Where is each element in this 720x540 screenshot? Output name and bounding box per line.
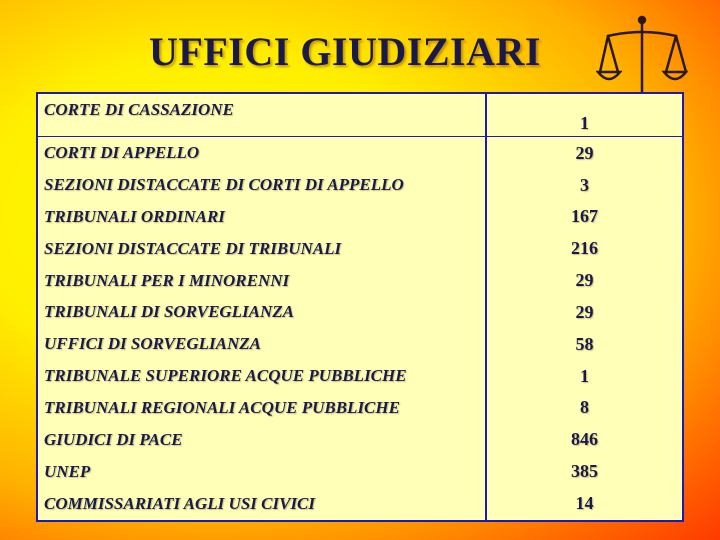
office-count-cell: 29 — [575, 270, 594, 291]
table-row — [37, 424, 683, 456]
office-name-cell: CORTI DI APPELLO — [37, 137, 486, 170]
office-count-cell: 14 — [575, 493, 594, 514]
office-name-cell: UFFICI DI SORVEGLIANZA — [37, 328, 486, 360]
offices-table — [36, 92, 684, 522]
office-name-cell: GIUDICI DI PACE — [37, 424, 486, 456]
office-name-cell: TRIBUNALI PER I MINORENNI — [37, 265, 486, 297]
table-row — [37, 137, 683, 170]
page-title: UFFICI GIUDIZIARI — [149, 29, 541, 74]
table-row — [37, 233, 683, 265]
office-count-cell: 1 — [486, 93, 683, 137]
office-name-cell: TRIBUNALE SUPERIORE ACQUE PUBBLICHE — [37, 360, 486, 392]
office-name-cell: TRIBUNALI REGIONALI ACQUE PUBBLICHE — [37, 392, 486, 424]
table-row — [37, 488, 683, 521]
table-row — [37, 360, 683, 392]
office-count-cell: 1 — [580, 365, 589, 386]
office-count-cell: 3 — [580, 174, 589, 195]
office-name-cell: SEZIONI DISTACCATE DI TRIBUNALI — [37, 233, 486, 265]
table-row — [37, 93, 683, 137]
table-row — [37, 456, 683, 488]
office-count-cell: 58 — [575, 333, 594, 354]
table-row — [37, 201, 683, 233]
table-row — [37, 392, 683, 424]
office-count-cell: 385 — [571, 461, 598, 482]
office-count-cell: 846 — [571, 429, 598, 450]
table-row — [37, 328, 683, 360]
office-name-cell: UNEP — [37, 456, 486, 488]
office-name-cell: TRIBUNALI ORDINARI — [37, 201, 486, 233]
office-name-cell: TRIBUNALI DI SORVEGLIANZA — [37, 296, 486, 328]
office-name-cell: CORTE DI CASSAZIONE — [37, 93, 486, 137]
office-count-cell: 167 — [571, 206, 598, 227]
office-count-cell: 29 — [575, 301, 594, 322]
office-count-cell: 216 — [571, 238, 598, 259]
office-name-cell: COMMISSARIATI AGLI USI CIVICI — [37, 488, 486, 521]
table-row — [37, 265, 683, 297]
table-row — [37, 169, 683, 201]
office-count-cell: 29 — [575, 142, 594, 163]
table-row — [37, 296, 683, 328]
office-name-cell: SEZIONI DISTACCATE DI CORTI DI APPELLO — [37, 169, 486, 201]
office-count-cell: 8 — [580, 397, 589, 418]
